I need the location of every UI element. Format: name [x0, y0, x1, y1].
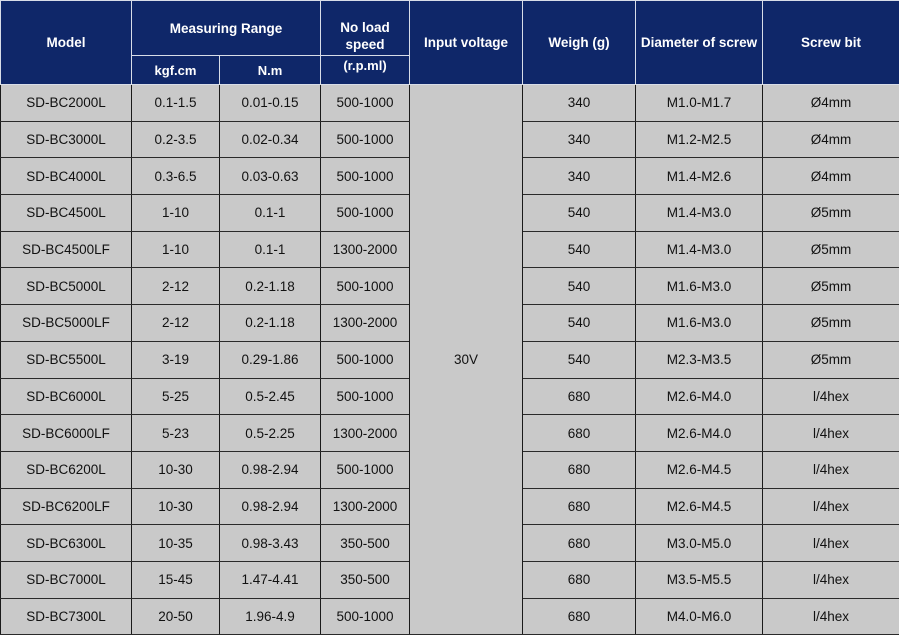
cell-nm: 0.98-3.43	[220, 525, 321, 562]
cell-model: SD-BC4500LF	[1, 231, 132, 268]
cell-weigh: 680	[523, 378, 636, 415]
cell-diameter: M2.6-M4.5	[636, 488, 763, 525]
cell-screw-bit: l/4hex	[763, 451, 899, 488]
cell-screw-bit: l/4hex	[763, 598, 899, 635]
cell-weigh: 680	[523, 488, 636, 525]
cell-speed: 500-1000	[321, 451, 410, 488]
cell-weigh: 540	[523, 195, 636, 232]
header-rpm: (r.p.ml)	[321, 56, 410, 85]
header-kgfcm: kgf.cm	[132, 56, 220, 85]
cell-model: SD-BC6000LF	[1, 415, 132, 452]
cell-diameter: M1.4-M3.0	[636, 195, 763, 232]
header-diameter: Diameter of screw	[636, 1, 763, 85]
cell-kgfcm: 0.3-6.5	[132, 158, 220, 195]
cell-model: SD-BC7000L	[1, 561, 132, 598]
cell-kgfcm: 15-45	[132, 561, 220, 598]
cell-nm: 0.01-0.15	[220, 85, 321, 122]
cell-diameter: M2.3-M3.5	[636, 341, 763, 378]
cell-weigh: 540	[523, 268, 636, 305]
cell-model: SD-BC6000L	[1, 378, 132, 415]
cell-kgfcm: 0.1-1.5	[132, 85, 220, 122]
header-input-voltage: Input voltage	[410, 1, 523, 85]
cell-diameter: M3.5-M5.5	[636, 561, 763, 598]
table-body	[1, 85, 899, 635]
cell-speed: 350-500	[321, 561, 410, 598]
header-nm: N.m	[220, 56, 321, 85]
cell-speed: 500-1000	[321, 268, 410, 305]
cell-screw-bit: Ø4mm	[763, 85, 899, 122]
cell-kgfcm: 5-23	[132, 415, 220, 452]
cell-nm: 1.96-4.9	[220, 598, 321, 635]
cell-speed: 500-1000	[321, 121, 410, 158]
cell-weigh: 680	[523, 561, 636, 598]
cell-screw-bit: l/4hex	[763, 415, 899, 452]
cell-weigh: 540	[523, 341, 636, 378]
cell-diameter: M1.4-M2.6	[636, 158, 763, 195]
cell-nm: 0.98-2.94	[220, 488, 321, 525]
cell-screw-bit: Ø5mm	[763, 268, 899, 305]
cell-diameter: M1.2-M2.5	[636, 121, 763, 158]
cell-model: SD-BC3000L	[1, 121, 132, 158]
cell-model: SD-BC6300L	[1, 525, 132, 562]
cell-kgfcm: 20-50	[132, 598, 220, 635]
cell-diameter: M2.6-M4.5	[636, 451, 763, 488]
cell-kgfcm: 10-30	[132, 488, 220, 525]
cell-model: SD-BC6200L	[1, 451, 132, 488]
cell-diameter: M1.4-M3.0	[636, 231, 763, 268]
cell-speed: 1300-2000	[321, 231, 410, 268]
cell-kgfcm: 1-10	[132, 195, 220, 232]
cell-nm: 0.5-2.25	[220, 415, 321, 452]
cell-screw-bit: l/4hex	[763, 378, 899, 415]
cell-diameter: M1.6-M3.0	[636, 305, 763, 342]
cell-speed: 1300-2000	[321, 415, 410, 452]
cell-model: SD-BC5500L	[1, 341, 132, 378]
cell-weigh: 340	[523, 121, 636, 158]
cell-kgfcm: 1-10	[132, 231, 220, 268]
cell-model: SD-BC5000LF	[1, 305, 132, 342]
cell-speed: 1300-2000	[321, 305, 410, 342]
cell-kgfcm: 2-12	[132, 305, 220, 342]
cell-model: SD-BC6200LF	[1, 488, 132, 525]
header-weigh: Weigh (g)	[523, 1, 636, 85]
cell-speed: 1300-2000	[321, 488, 410, 525]
cell-input-voltage: 30V	[410, 85, 523, 635]
cell-diameter: M1.6-M3.0	[636, 268, 763, 305]
cell-diameter: M2.6-M4.0	[636, 378, 763, 415]
cell-kgfcm: 5-25	[132, 378, 220, 415]
cell-nm: 0.1-1	[220, 231, 321, 268]
cell-nm: 0.1-1	[220, 195, 321, 232]
cell-kgfcm: 0.2-3.5	[132, 121, 220, 158]
cell-model: SD-BC2000L	[1, 85, 132, 122]
cell-nm: 0.03-0.63	[220, 158, 321, 195]
cell-kgfcm: 10-30	[132, 451, 220, 488]
cell-diameter: M2.6-M4.0	[636, 415, 763, 452]
cell-kgfcm: 10-35	[132, 525, 220, 562]
header-screw-bit: Screw bit	[763, 1, 899, 85]
table-header	[1, 1, 899, 85]
cell-diameter: M3.0-M5.0	[636, 525, 763, 562]
cell-speed: 500-1000	[321, 195, 410, 232]
cell-weigh: 680	[523, 525, 636, 562]
cell-kgfcm: 2-12	[132, 268, 220, 305]
cell-nm: 1.47-4.41	[220, 561, 321, 598]
cell-weigh: 340	[523, 158, 636, 195]
cell-speed: 500-1000	[321, 158, 410, 195]
cell-screw-bit: Ø5mm	[763, 341, 899, 378]
cell-weigh: 680	[523, 451, 636, 488]
cell-screw-bit: l/4hex	[763, 561, 899, 598]
cell-nm: 0.2-1.18	[220, 305, 321, 342]
cell-speed: 500-1000	[321, 378, 410, 415]
cell-model: SD-BC4500L	[1, 195, 132, 232]
cell-speed: 500-1000	[321, 341, 410, 378]
header-no-load-speed: No load speed	[321, 1, 410, 56]
cell-weigh: 680	[523, 415, 636, 452]
cell-weigh: 340	[523, 85, 636, 122]
cell-model: SD-BC7300L	[1, 598, 132, 635]
cell-nm: 0.98-2.94	[220, 451, 321, 488]
header-measuring-range: Measuring Range	[132, 1, 321, 56]
cell-kgfcm: 3-19	[132, 341, 220, 378]
cell-weigh: 680	[523, 598, 636, 635]
cell-screw-bit: l/4hex	[763, 525, 899, 562]
cell-weigh: 540	[523, 231, 636, 268]
cell-screw-bit: Ø5mm	[763, 195, 899, 232]
cell-weigh: 540	[523, 305, 636, 342]
cell-speed: 350-500	[321, 525, 410, 562]
cell-nm: 0.2-1.18	[220, 268, 321, 305]
cell-screw-bit: Ø5mm	[763, 231, 899, 268]
cell-nm: 0.29-1.86	[220, 341, 321, 378]
cell-model: SD-BC5000L	[1, 268, 132, 305]
cell-screw-bit: Ø5mm	[763, 305, 899, 342]
header-model: Model	[1, 1, 132, 85]
cell-screw-bit: l/4hex	[763, 488, 899, 525]
cell-speed: 500-1000	[321, 85, 410, 122]
cell-speed: 500-1000	[321, 598, 410, 635]
cell-diameter: M4.0-M6.0	[636, 598, 763, 635]
cell-nm: 0.02-0.34	[220, 121, 321, 158]
table-row	[1, 85, 899, 122]
cell-screw-bit: Ø4mm	[763, 121, 899, 158]
cell-nm: 0.5-2.45	[220, 378, 321, 415]
cell-model: SD-BC4000L	[1, 158, 132, 195]
cell-diameter: M1.0-M1.7	[636, 85, 763, 122]
cell-screw-bit: Ø4mm	[763, 158, 899, 195]
